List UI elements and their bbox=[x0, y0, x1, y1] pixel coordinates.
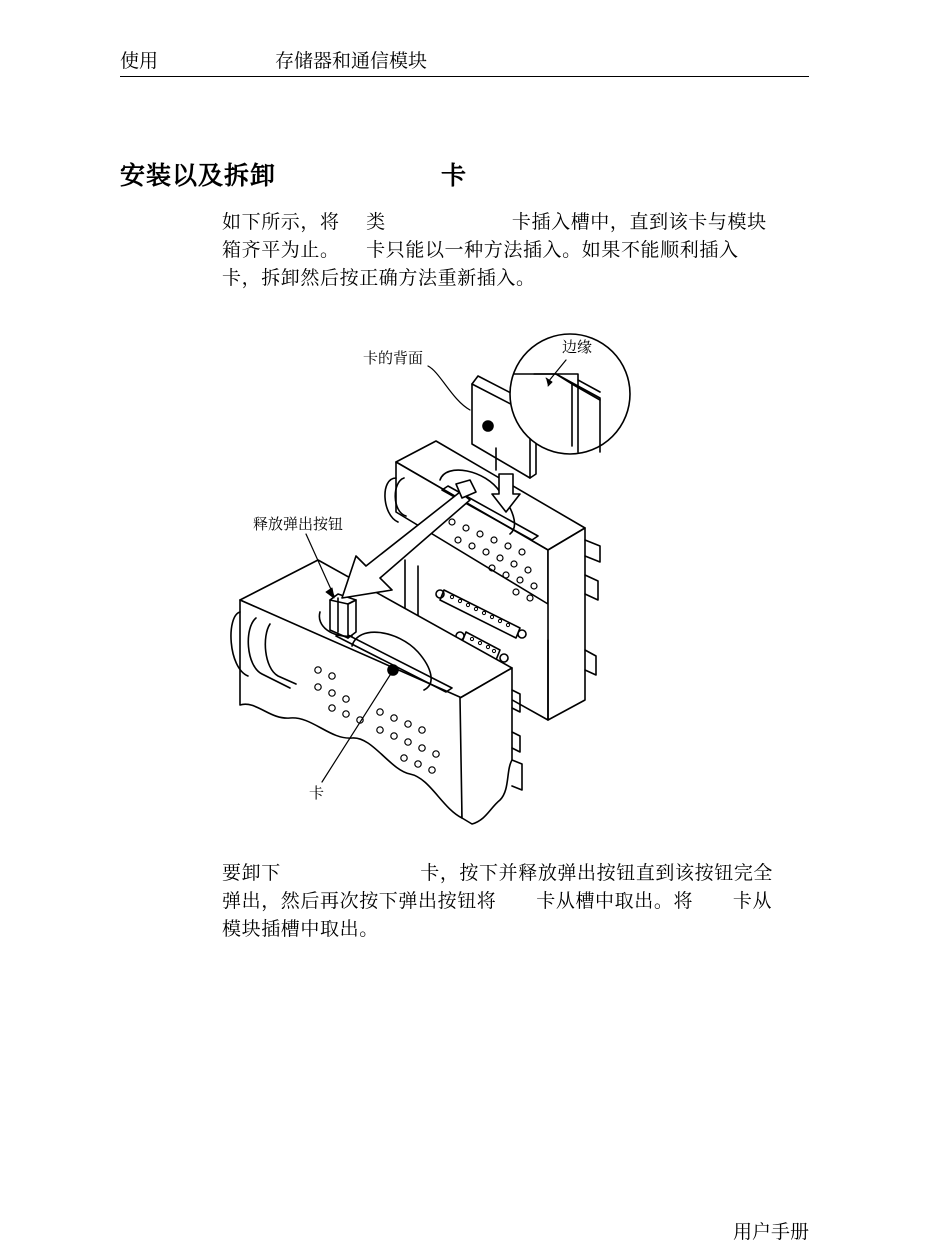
intro-line-3: 卡，拆卸然后按正确方法重新插入。 bbox=[222, 267, 536, 289]
label-card: 卡 bbox=[309, 784, 325, 802]
removal-line-3: 模块插槽中取出。 bbox=[222, 918, 379, 940]
section-title: 安装以及拆卸 bbox=[120, 161, 277, 190]
label-edge: 边缘 bbox=[562, 338, 593, 356]
removal-line-2: 弹出，然后再次按下弹出按钮将 卡从槽中取出。将 卡从 bbox=[222, 890, 773, 912]
header-left-text: 使用 bbox=[120, 50, 159, 72]
header-title: 存储器和通信模块 bbox=[275, 50, 428, 72]
removal-paragraph bbox=[222, 859, 773, 943]
section-title-suffix: 卡 bbox=[441, 161, 468, 190]
label-card-back: 卡的背面 bbox=[363, 349, 424, 367]
footer-text: 用户手册 bbox=[732, 1221, 809, 1243]
intro-line-2: 箱齐平为止。 卡只能以一种方法插入。如果不能顺利插入 bbox=[222, 239, 739, 261]
label-release-button: 释放弹出按钮 bbox=[253, 515, 344, 533]
intro-line-1: 如下所示，将 类 卡插入槽中，直到该卡与模块 bbox=[222, 211, 767, 233]
front-module bbox=[231, 560, 522, 824]
card-dot-icon bbox=[388, 665, 398, 675]
removal-line-1: 要卸下 卡，按下并释放弹出按钮直到该按钮完全 bbox=[222, 862, 774, 884]
